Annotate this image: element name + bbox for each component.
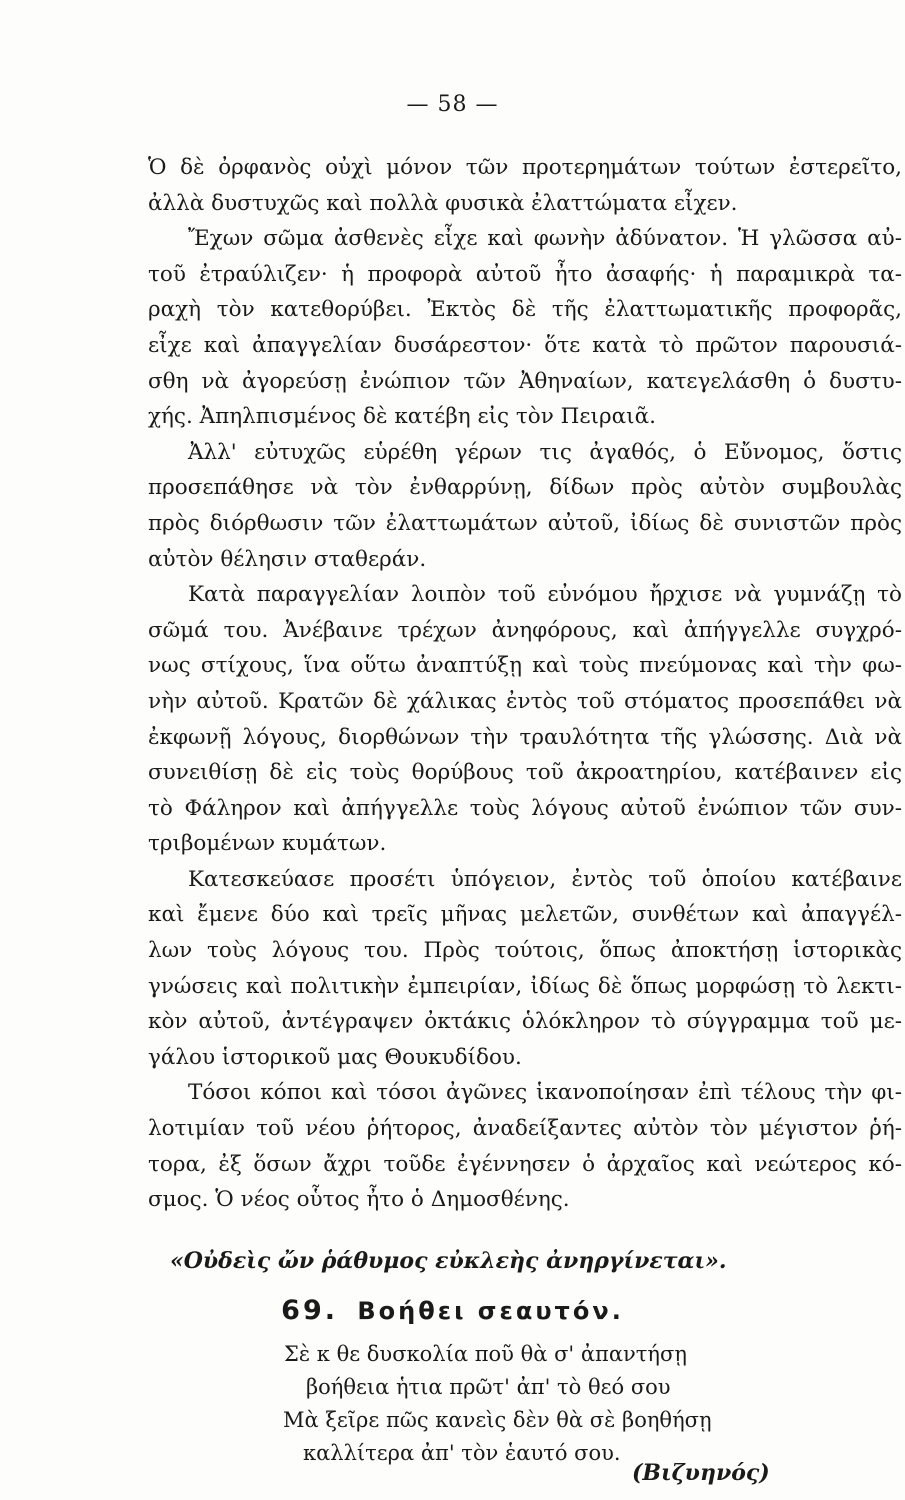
text-line: Κατὰ παραγγελίαν λοιπὸν τοῦ εὐνόμου ἤρχισε νὰ γυμνάζῃ τὸ <box>188 582 902 608</box>
text-line: τριβομένων κυμάτων. <box>148 831 387 857</box>
text-line: συνειθίσῃ δὲ εἰς τοὺς θορύβους τοῦ ἀκροατηρίου, κατέβαινεν εἰς <box>148 760 902 786</box>
paragraph <box>148 150 902 221</box>
body-text <box>148 150 902 1218</box>
poem-author: (Βιζυηνός) <box>632 1460 770 1486</box>
text-line: τὸ Φάληρον καὶ ἀπήγγελλε τοὺς λόγους αὐτοῦ ἐνώπιον τῶν συν- <box>148 795 902 821</box>
text-line: ἐκφωνῇ λόγους, διορθώνων τὴν τραυλότητα τῆς γλώσσης. Διὰ νὰ <box>148 724 902 750</box>
text-line: νὴν αὐτοῦ. Κρατῶν δὲ χάλικας ἐντὸς τοῦ στόματος προσεπάθει νὰ <box>148 688 902 714</box>
section-heading <box>0 1295 905 1326</box>
text-line: προσεπάθησε νὰ τὸν ἐνθαρρύνῃ, δίδων πρὸς αὐτὸν συμβουλὰς <box>148 475 902 501</box>
paragraph <box>148 435 902 577</box>
text-line: Κατεσκεύασε προσέτι ὑπόγειον, ἐντὸς τοῦ ὁποίου κατέβαινε <box>188 866 902 892</box>
text-line: χής. Ἀπηλπισμένος δὲ κατέβη εἰς τὸν Πειραιᾶ. <box>148 404 656 430</box>
text-line: Ἀλλ' εὐτυχῶς εὑρέθη γέρων τις ἀγαθός, ὁ Εὔνομος, ὅστις <box>188 439 902 465</box>
paragraph <box>148 221 902 435</box>
text-line: σμος. Ὁ νέος οὗτος ἦτο ὁ Δημοσθένης. <box>148 1187 570 1213</box>
text-line: εἶχε καὶ ἀπαγγελίαν δυσάρεστον· ὅτε κατὰ τὸ πρῶτον παρουσιά- <box>148 332 902 358</box>
text-line: Ὁ δὲ ὀρφανὸς οὐχὶ μόνον τῶν προτερημάτων τούτων ἐστερεῖτο, <box>148 155 902 180</box>
paragraph <box>148 862 902 1076</box>
text-line: νως στίχους, ἵνα οὕτω ἀναπτύξῃ καὶ τοὺς πνεύμονας καὶ τὴν φω- <box>148 653 902 679</box>
poem-line: Σὲ κ θε δυσκολία ποῦ θὰ σ' ἀπαντήσῃ <box>284 1342 687 1366</box>
text-line: ραχὴ τὸν κατεθορύβει. Ἐκτὸς δὲ τῆς ἐλαττωματικῆς προφορᾶς, <box>148 297 902 323</box>
poem <box>0 1338 905 1470</box>
poem-line: καλλίτερα ἀπ' τὸν ἑαυτό σου. <box>303 1441 621 1465</box>
text-line: λοτιμίαν τοῦ νέου ῥήτορος, ἀναδείξαντες αὐτὸν τὸν μέγιστον ῥή- <box>148 1116 902 1142</box>
text-line: Ἔχων σῶμα ἀσθενὲς εἶχε καὶ φωνὴν ἀδύνατον. Ἡ γλῶσσα αὐ- <box>188 226 902 252</box>
paragraph <box>148 577 902 862</box>
poem-line: Μὰ ξεῖρε πῶς κανεὶς δὲν θὰ σὲ βοηθήσῃ <box>283 1408 712 1432</box>
page-number: — 58 — <box>406 92 499 117</box>
text-line: λων τοὺς λόγους του. Πρὸς τούτοις, ὅπως ἀποκτήσῃ ἱστορικὰς <box>148 938 902 964</box>
text-line: γάλου ἱστορικοῦ μας Θουκυδίδου. <box>148 1044 522 1070</box>
text-line: σῶμά του. Ἀνέβαινε τρέχων ἀνηφόρους, καὶ ἀπήγγελλε συγχρό- <box>148 617 902 643</box>
poem-line: βοήθεια ἡτια πρῶτ' ἀπ' τὸ θεό σου <box>306 1375 671 1399</box>
motto-quote: «Οὐδεὶς ὤν ῥάθυμος εὐκλεὴς ἀνηργίνεται». <box>170 1248 727 1274</box>
text-line: πρὸς διόρθωσιν τῶν ἐλαττωμάτων αὐτοῦ, ἰδίως δὲ συνιστῶν πρὸς <box>148 510 902 536</box>
text-line: Τόσοι κόποι καὶ τόσοι ἀγῶνες ἱκανοποίησαν ἐπὶ τέλους τὴν φι- <box>188 1080 902 1106</box>
text-line: καὶ ἔμενε δύο καὶ τρεῖς μῆνας μελετῶν, συνθέτων καὶ ἀπαγγέλ- <box>148 902 902 928</box>
section-number: 69. <box>281 1295 339 1326</box>
text-line: κὸν αὐτοῦ, ἀντέγραψεν ὀκτάκις ὁλόκληρον τὸ σύγγραμμα τοῦ με- <box>148 1009 902 1035</box>
section-title: Βοήθει σεαυτόν. <box>357 1297 624 1325</box>
text-line: ἀλλὰ δυστυχῶς καὶ πολλὰ φυσικὰ ἐλαττώματα εἶχεν. <box>148 190 738 216</box>
paragraph <box>148 1075 902 1217</box>
text-line: τοῦ ἐτραύλιζεν· ἡ προφορὰ αὐτοῦ ἦτο ἀσαφής· ἡ παραμικρὰ τα- <box>148 261 902 287</box>
text-line: γνώσεις καὶ πολιτικὴν ἐμπειρίαν, ἰδίως δὲ ὅπως μορφώσῃ τὸ λεκτι- <box>148 973 902 999</box>
text-line: σθη νὰ ἀγορεύσῃ ἐνώπιον τῶν Ἀθηναίων, κατεγελάσθη ὁ δυστυ- <box>148 368 902 394</box>
text-line: τορα, ἐξ ὅσων ἄχρι τοῦδε ἐγέννησεν ὁ ἀρχαῖος καὶ νεώτερος κό- <box>148 1151 902 1177</box>
text-line: αὐτὸν θέλησιν σταθεράν. <box>148 546 427 572</box>
